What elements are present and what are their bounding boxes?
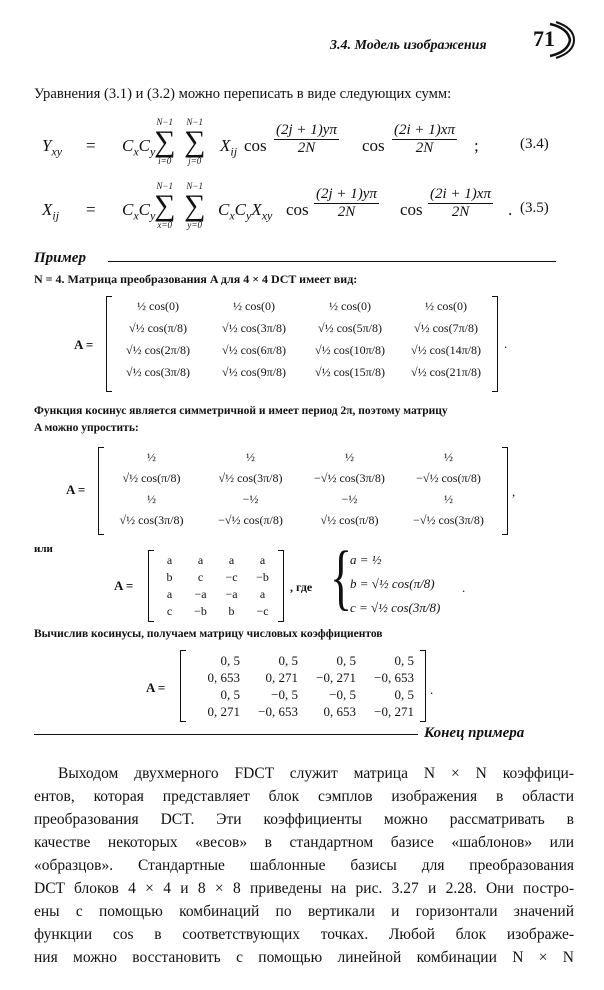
matrix2-cell: −√½ cos(3π/8) [314, 471, 385, 485]
eq1-frac2: $\frac{(2i + 1)x\pi}{2N}$ [394, 122, 455, 156]
running-title: 3.4. Модель изображения [330, 38, 487, 53]
matrix2-cell: ½ [147, 492, 156, 506]
body-line: преобразования DCT. Эти коэффициенты можно рассматривать в [34, 811, 574, 828]
matrix4-cell: −0, 653 [258, 704, 298, 719]
def-b: b = √½ cos(π/8) [350, 576, 435, 591]
matrix4-cell: −0, 271 [316, 670, 356, 685]
eq1-sum2: N−1 ∑ j=0 [184, 117, 206, 166]
matrix1-cell: √½ cos(10π/8) [315, 343, 385, 357]
matrix4-cell: 0, 271 [265, 670, 298, 685]
matrix3-cell: a [197, 553, 204, 567]
matrix4-cell: −0, 5 [329, 687, 356, 702]
eq1-cos1: cos [244, 136, 267, 155]
matrix1-cell: √½ cos(21π/8) [411, 365, 481, 379]
eq2-sum2: N−1 ∑ y=0 [184, 181, 206, 230]
body-line: ентов, которая представляет блок сэмплов изображения в области [34, 788, 574, 805]
eq2-sum1: N−1 ∑ x=0 [154, 181, 176, 230]
intro-text: Уравнения (3.1) и (3.2) можно переписать в виде следующих сумм: [34, 86, 452, 102]
example-title: Пример [34, 250, 86, 266]
matrix4-cell: −0, 653 [374, 670, 414, 685]
body-line: «образцов». Стандартные шаблонные базисы для преобразования [34, 857, 574, 874]
numeric-text: Вычислив косинусы, получаем матрицу числовых коэффициентов [34, 628, 383, 640]
eq2-term: $C_xC_yX_{xy}$ [218, 200, 273, 223]
body-line: функции cos в соответствующих точках. Любой блок изображе- [34, 926, 574, 943]
eq1-tail: ; [474, 136, 479, 155]
matrix2-cell: ½ [444, 492, 453, 506]
example-bottom-rule [34, 734, 418, 735]
matrix2-cell: √½ cos(π/8) [320, 513, 379, 527]
matrix2-cell: −√½ cos(π/8) [416, 471, 481, 485]
matrix3-cell: −c [256, 604, 269, 618]
matrix3-right-bracket [278, 550, 284, 622]
matrix4-cell: 0, 5 [278, 653, 298, 668]
eq1-equals: = [86, 136, 96, 155]
matrix2-cell: ½ [444, 450, 453, 464]
example-end-title: Конец примера [424, 725, 525, 741]
matrix3-cell: −b [194, 604, 207, 618]
matrix3-left-bracket [148, 550, 154, 622]
matrix3-cell: a [166, 587, 173, 601]
matrix3-cell: c [197, 570, 204, 584]
matrix1-cell: ½ cos(0) [137, 299, 179, 313]
matrix2-right-bracket [502, 447, 508, 535]
body-line: качестве некоторых «весов» в стандартном базисе «шаблонов» или [34, 834, 574, 851]
matrix1-tail: . [504, 336, 508, 351]
matrix3-cell: a [259, 587, 266, 601]
or-text: или [34, 543, 53, 555]
eq2-frac2: $\frac{(2i + 1)x\pi}{2N}$ [430, 186, 491, 220]
eq1-sum1: N−1 ∑ i=0 [154, 117, 176, 166]
eq1-term: $X_{ij}$ [220, 136, 238, 159]
eq2-equals: = [86, 200, 96, 219]
matrix4-cell: 0, 5 [336, 653, 356, 668]
example-statement: N = 4. Матрица преобразования A для 4 × 4 DCT имеет вид: [34, 272, 358, 286]
matrix1-cell: √½ cos(2π/8) [126, 343, 190, 357]
matrix2-label: A = [66, 482, 86, 497]
eq2-number: (3.5) [520, 200, 549, 216]
matrix4-cell: −0, 5 [271, 687, 298, 702]
simplify-text-2: A можно упростить: [34, 422, 139, 434]
equation-3-4 [42, 118, 562, 178]
matrix1-cell: √½ cos(3π/8) [222, 321, 286, 335]
where-text: , где [290, 580, 313, 594]
matrix3-cell: a [259, 553, 266, 567]
matrix4-cell: 0, 5 [220, 687, 240, 702]
example-top-rule [108, 261, 556, 262]
matrix2-tail: , [512, 484, 516, 499]
matrix4-cell: 0, 271 [207, 704, 240, 719]
matrix1-right-bracket [492, 296, 498, 392]
body-paragraph [34, 762, 574, 969]
eq1-coef: $C_xC_y$ [122, 136, 156, 159]
matrix3-cell: b [228, 604, 235, 618]
matrix2-cell: ½ [345, 450, 354, 464]
matrix1-cell: √½ cos(π/8) [129, 321, 187, 335]
matrix1-cell: ½ cos(0) [233, 299, 275, 313]
matrix1-cell: ½ cos(0) [329, 299, 371, 313]
def-a: a = ½ [350, 552, 382, 567]
matrix4-right-bracket [420, 650, 426, 722]
eq2-coef: $C_xC_y$ [122, 200, 156, 223]
matrix4-cell: −0, 271 [374, 704, 414, 719]
eq2-cos1: cos [286, 200, 309, 219]
matrix1-cell: √½ cos(15π/8) [315, 365, 385, 379]
def-c: c = √½ cos(3π/8) [350, 600, 441, 615]
eq2-lhs: $X_{ij}$ [42, 200, 60, 223]
matrix4-cell: 0, 5 [394, 687, 414, 702]
matrix3-cell: a [228, 553, 235, 567]
matrix1-cell: √½ cos(14π/8) [411, 343, 481, 357]
matrix2-cell: √½ cos(3π/8) [119, 513, 184, 527]
matrix3-label: A = [114, 578, 134, 593]
matrix2-cell: −½ [341, 492, 358, 506]
equation-3-5 [42, 182, 562, 242]
matrix1-cell: √½ cos(3π/8) [126, 365, 190, 379]
matrix2-cell: −√½ cos(3π/8) [413, 513, 484, 527]
eq2-tail: . [508, 200, 513, 219]
matrix1-cell: √½ cos(7π/8) [414, 321, 478, 335]
matrix3-cell: −a [194, 587, 207, 601]
matrix2-cell: ½ [246, 450, 255, 464]
matrix4-cell: 0, 653 [207, 670, 240, 685]
matrix2-cell: √½ cos(π/8) [122, 471, 181, 485]
matrix1-cell: √½ cos(6π/8) [222, 343, 286, 357]
matrix4-label: A = [146, 680, 166, 695]
eq1-lhs: $Y_{xy}$ [42, 136, 63, 159]
page-number: 71 [533, 26, 555, 51]
matrix2-cell: √½ cos(3π/8) [218, 471, 283, 485]
body-line: DCT блоков 4 × 4 и 8 × 8 приведены на рис. 3.27 и 2.28. Они постро- [34, 880, 574, 897]
matrix3-cell: b [166, 570, 173, 584]
body-line: Выходом двухмерного FDCT служит матрица N × N коэффици- [58, 765, 574, 782]
matrix4-tail: . [430, 682, 434, 697]
simplify-text-1: Функция косинус является симметричной и имеет период 2π, поэтому матрицу [34, 405, 448, 417]
matrix1-cell: √½ cos(9π/8) [222, 365, 286, 379]
matrix2-cell: −√½ cos(π/8) [218, 513, 283, 527]
matrix4-cell: 0, 5 [394, 653, 414, 668]
eq1-cos2: cos [362, 136, 385, 155]
matrix4-cell: 0, 653 [323, 704, 356, 719]
page-corner-mark-icon [548, 20, 576, 60]
eq1-frac1: $\frac{(2j + 1)y\pi}{2N}$ [276, 122, 337, 156]
defs-tail: . [462, 580, 466, 595]
matrix3-cell: c [166, 604, 173, 618]
matrix1-cell: √½ cos(5π/8) [318, 321, 382, 335]
matrix3-cell: −b [256, 570, 269, 584]
eq2-cos2: cos [400, 200, 423, 219]
matrix3-cell: −c [225, 570, 238, 584]
eq1-number: (3.4) [520, 136, 549, 152]
body-line: ния можно восстановить с помощью линейной комбинации N × N [34, 949, 574, 966]
matrix2-cell: ½ [147, 450, 156, 464]
matrix1-label: A = [74, 337, 94, 352]
matrix4-cell: 0, 5 [220, 653, 240, 668]
matrix1-cell: ½ cos(0) [425, 299, 467, 313]
defs-brace: { [330, 535, 353, 617]
matrix2-cell: −½ [242, 492, 259, 506]
body-line: ены с помощью комбинаций по вертикали и горизонтали значений [34, 903, 574, 920]
matrix3-cell: a [166, 553, 173, 567]
eq2-frac1: $\frac{(2j + 1)y\pi}{2N}$ [316, 186, 377, 220]
matrix3-cell: −a [225, 587, 238, 601]
